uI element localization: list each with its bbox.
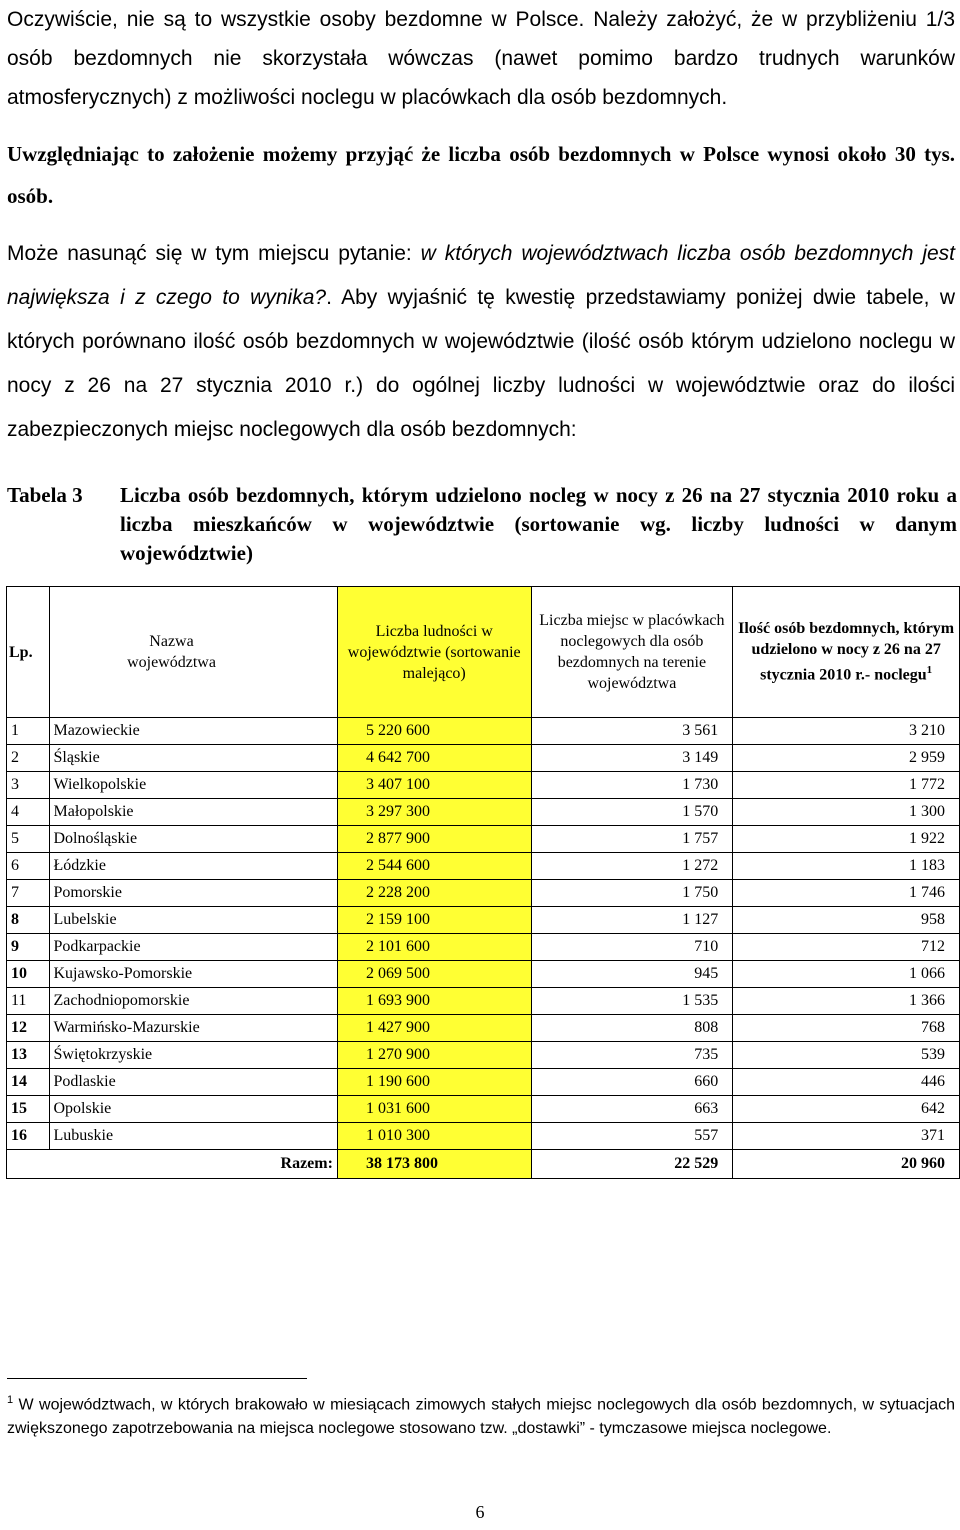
row-places: 1 757 [531,826,733,853]
row-places: 663 [531,1096,733,1123]
row-voivodeship: Dolnośląskie [49,826,337,853]
row-lp: 5 [7,826,50,853]
row-homeless: 446 [733,1069,960,1096]
paragraph-homeless-estimate: Oczywiście, nie są to wszystkie osoby bezdomne w Polsce. Należy założyć, że w przybliżeniu 1/3 osób bezdomnych nie skorzystała wówczas (nawet pomimo bardzo trudnych warunków atmosferycznych) z możliwości noclegu w placówkach dla osób bezdomnych. [7,8,955,109]
row-population: 1 010 300 [337,1123,531,1150]
row-homeless: 371 [733,1123,960,1150]
row-population: 3 407 100 [337,772,531,799]
row-places: 3 561 [531,718,733,745]
row-voivodeship: Pomorskie [49,880,337,907]
header-places [531,587,733,718]
row-voivodeship: Podkarpackie [49,934,337,961]
row-lp: 8 [7,907,50,934]
row-population: 2 101 600 [337,934,531,961]
row-places: 1 127 [531,907,733,934]
table-header-row [7,587,960,718]
row-places: 945 [531,961,733,988]
header-places-text: Liczba miejsc w placówkach noclegowych dla osób bezdomnych na terenie województwa [539,612,725,692]
row-population: 5 220 600 [337,718,531,745]
row-voivodeship: Mazowieckie [49,718,337,745]
row-lp: 3 [7,772,50,799]
table-row [7,988,960,1015]
row-places: 3 149 [531,745,733,772]
homeless-population-table [6,586,960,1179]
header-name [49,587,337,718]
row-population: 1 427 900 [337,1015,531,1042]
row-places: 1 730 [531,772,733,799]
row-lp: 12 [7,1015,50,1042]
header-lp: Lp. [7,587,50,718]
table-row [7,1042,960,1069]
row-places: 660 [531,1069,733,1096]
table-row [7,1096,960,1123]
row-voivodeship: Lubuskie [49,1123,337,1150]
row-homeless: 539 [733,1042,960,1069]
row-places: 735 [531,1042,733,1069]
footnote-text: W województwach, w których brakowało w miesiącach zimowych stałych miejsc noclegowych dla osób bezdomnych, w sytuacjach zwiększonego zapotrzebowania na miejsca noclegowe stosowano tzw. „dostawki” - tymczasowe miejsca noclegowe. [7,1396,955,1438]
row-places: 1 570 [531,799,733,826]
total-homeless: 20 960 [733,1150,960,1179]
row-places: 1 535 [531,988,733,1015]
table-caption-label: Tabela 3 [7,483,83,507]
table-row [7,961,960,988]
row-places: 1 750 [531,880,733,907]
row-population: 1 190 600 [337,1069,531,1096]
table-row [7,907,960,934]
row-population: 1 031 600 [337,1096,531,1123]
row-voivodeship: Lubelskie [49,907,337,934]
footnote-mark: 1 [7,1394,14,1406]
question-explanation: . Aby wyjaśnić tę kwestię przedstawiamy poniżej dwie tabele, w których porównano ilość osób bezdomnych w województwie (ilość osób którym udzielono noclegu w nocy z 26 na 27 stycznia 2010 r.) do ogólnej liczby ludności w województwie oraz do ilości zabezpieczonych miejsc noclegowych dla osób bezdomnych: [7,286,955,441]
row-lp: 10 [7,961,50,988]
table-body [7,718,960,1150]
total-population: 38 173 800 [337,1150,531,1179]
table-row [7,853,960,880]
header-homeless [733,587,960,718]
total-label: Razem: [7,1150,338,1179]
row-homeless: 1 183 [733,853,960,880]
row-voivodeship: Świętokrzyskie [49,1042,337,1069]
row-lp: 11 [7,988,50,1015]
paragraph-question [7,232,955,452]
row-homeless: 1 300 [733,799,960,826]
row-places: 1 272 [531,853,733,880]
row-population: 3 297 300 [337,799,531,826]
table-row [7,1069,960,1096]
footnote-divider [7,1378,307,1379]
footnote-ref: 1 [926,664,933,677]
row-lp: 2 [7,745,50,772]
header-population [337,587,531,718]
header-homeless-label: Ilość osób bezdomnych, którym udzielono w nocy z 26 na 27 stycznia 2010 r.- noclegu [738,620,955,684]
row-homeless: 1 066 [733,961,960,988]
header-homeless-text [736,618,956,685]
row-voivodeship: Kujawsko-Pomorskie [49,961,337,988]
row-voivodeship: Warmińsko-Mazurskie [49,1015,337,1042]
row-lp: 16 [7,1123,50,1150]
row-voivodeship: Opolskie [49,1096,337,1123]
row-voivodeship: Śląskie [49,745,337,772]
row-homeless: 712 [733,934,960,961]
row-population: 2 069 500 [337,961,531,988]
table-row [7,718,960,745]
row-voivodeship: Wielkopolskie [49,772,337,799]
total-places: 22 529 [531,1150,733,1179]
row-population: 2 228 200 [337,880,531,907]
row-homeless: 2 959 [733,745,960,772]
row-lp: 1 [7,718,50,745]
row-places: 557 [531,1123,733,1150]
table-row [7,826,960,853]
header-name-text: Nazwa województwa [127,633,216,671]
table-total-row [7,1150,960,1179]
question-intro: Może nasunąć się w tym miejscu pytanie: [7,242,421,265]
row-lp: 14 [7,1069,50,1096]
page-number: 6 [475,1502,485,1522]
row-homeless: 642 [733,1096,960,1123]
table-row [7,1123,960,1150]
row-places: 808 [531,1015,733,1042]
row-population: 2 159 100 [337,907,531,934]
paragraph-total-estimate: Uwzględniając to założenie możemy przyjąć że liczba osób bezdomnych w Polsce wynosi około 30 tys. osób. [7,142,955,208]
row-voivodeship: Łódzkie [49,853,337,880]
row-lp: 15 [7,1096,50,1123]
row-lp: 13 [7,1042,50,1069]
row-lp: 4 [7,799,50,826]
row-population: 2 544 600 [337,853,531,880]
row-homeless: 1 922 [733,826,960,853]
table-row [7,745,960,772]
table-row [7,1015,960,1042]
row-homeless: 958 [733,907,960,934]
row-population: 1 270 900 [337,1042,531,1069]
table-row [7,799,960,826]
table-row [7,772,960,799]
question-italic: w których województwach liczba osób bezdomnych jest największa i z czego to wynika? [7,242,956,309]
footnote [7,1388,955,1441]
table-row [7,880,960,907]
row-homeless: 768 [733,1015,960,1042]
row-population: 2 877 900 [337,826,531,853]
row-lp: 6 [7,853,50,880]
row-voivodeship: Podlaskie [49,1069,337,1096]
table-caption-text: Liczba osób bezdomnych, którym udzielono nocleg w nocy z 26 na 27 stycznia 2010 roku a liczba mieszkańców w województwie (sortowanie wg. liczby ludności w danym województwie) [120,483,957,565]
row-homeless: 1 772 [733,772,960,799]
table-row [7,934,960,961]
row-homeless: 3 210 [733,718,960,745]
row-homeless: 1 746 [733,880,960,907]
row-population: 1 693 900 [337,988,531,1015]
header-population-text: Liczba ludności w województwie (sortowanie malejąco) [347,622,521,682]
row-voivodeship: Zachodniopomorskie [49,988,337,1015]
row-voivodeship: Małopolskie [49,799,337,826]
row-homeless: 1 366 [733,988,960,1015]
row-population: 4 642 700 [337,745,531,772]
row-lp: 7 [7,880,50,907]
row-lp: 9 [7,934,50,961]
row-places: 710 [531,934,733,961]
